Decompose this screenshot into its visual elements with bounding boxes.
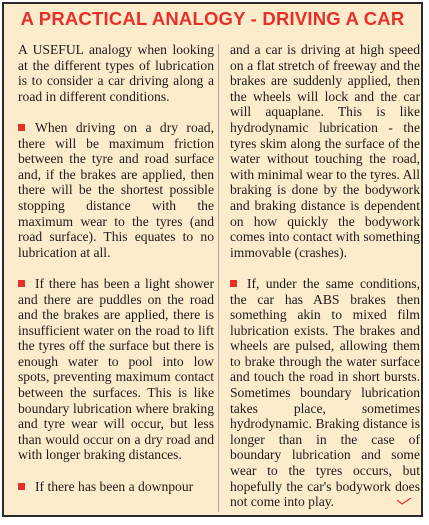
dry-road-paragraph [18, 120, 214, 260]
downpour-cont-text: and a car is driving at high speed on a flat stretch of freeway and the brakes are suddenly applied, then the wheels will lock and the car will aquaplane. This is like hydrodynamic lubrication - the tyres skim along the surface of the water without touching the road, with minimal wear to the tyres. All braking is done by the bodywork and braking distance is dependent on how quickly the bodywork comes into contact with something immovable (crashes). [230, 42, 420, 260]
article-panel [2, 2, 423, 517]
downpour-paragraph-cont [230, 42, 420, 260]
bullet-square-icon [230, 280, 237, 287]
abs-text: If, under the same conditions, the car has ABS brakes then something akin to mixed film lubrication exists. The brakes and wheels are pulsed, allowing them to brake through the water surface and touch the road in short bursts. Sometimes boundary lubrication takes place, sometimes hydrodynamic. Braking distance is longer than in the case of boundary lubrication and some wear to the tyres occurs, but hopefully the car's bodywork does not come into play. [230, 275, 420, 510]
abs-paragraph [230, 276, 420, 510]
bullet-square-icon [18, 483, 25, 490]
article-title: A PRACTICAL ANALOGY - DRIVING A CAR [20, 8, 405, 29]
downpour-paragraph-start [18, 479, 214, 495]
intro-paragraph [18, 42, 214, 104]
dry-road-text: When driving on a dry road, there will be maximum friction between the tyre and road surface and, if the brakes are applied, then there will be the shortest possible stopping distance with the maximum wear to the tyres (and road surface). This equates to no lubrication at all. [18, 119, 214, 260]
intro-text: A USEFUL analogy when looking at the different types of lubrication is to consider a car driving along a road in different conditions. [18, 42, 214, 104]
column-divider [218, 44, 219, 512]
left-column [18, 42, 214, 510]
bullet-square-icon [18, 124, 25, 131]
end-mark-icon [397, 498, 411, 505]
light-shower-text: If there has been a light shower and there are puddles on the road and the brakes are applied, there is insufficient water on the road to lift the tyres off the surface but there is enough water to pool into low spots, preventing maximum contact between the surfaces. This is like boundary lubrication where braking and tyre wear will occur, but less than would occur on a dry road and with longer braking distances. [18, 275, 214, 463]
light-shower-paragraph [18, 276, 214, 463]
downpour-start-text: If there has been a downpour [35, 478, 194, 494]
bullet-square-icon [18, 280, 25, 287]
right-column [230, 42, 420, 525]
